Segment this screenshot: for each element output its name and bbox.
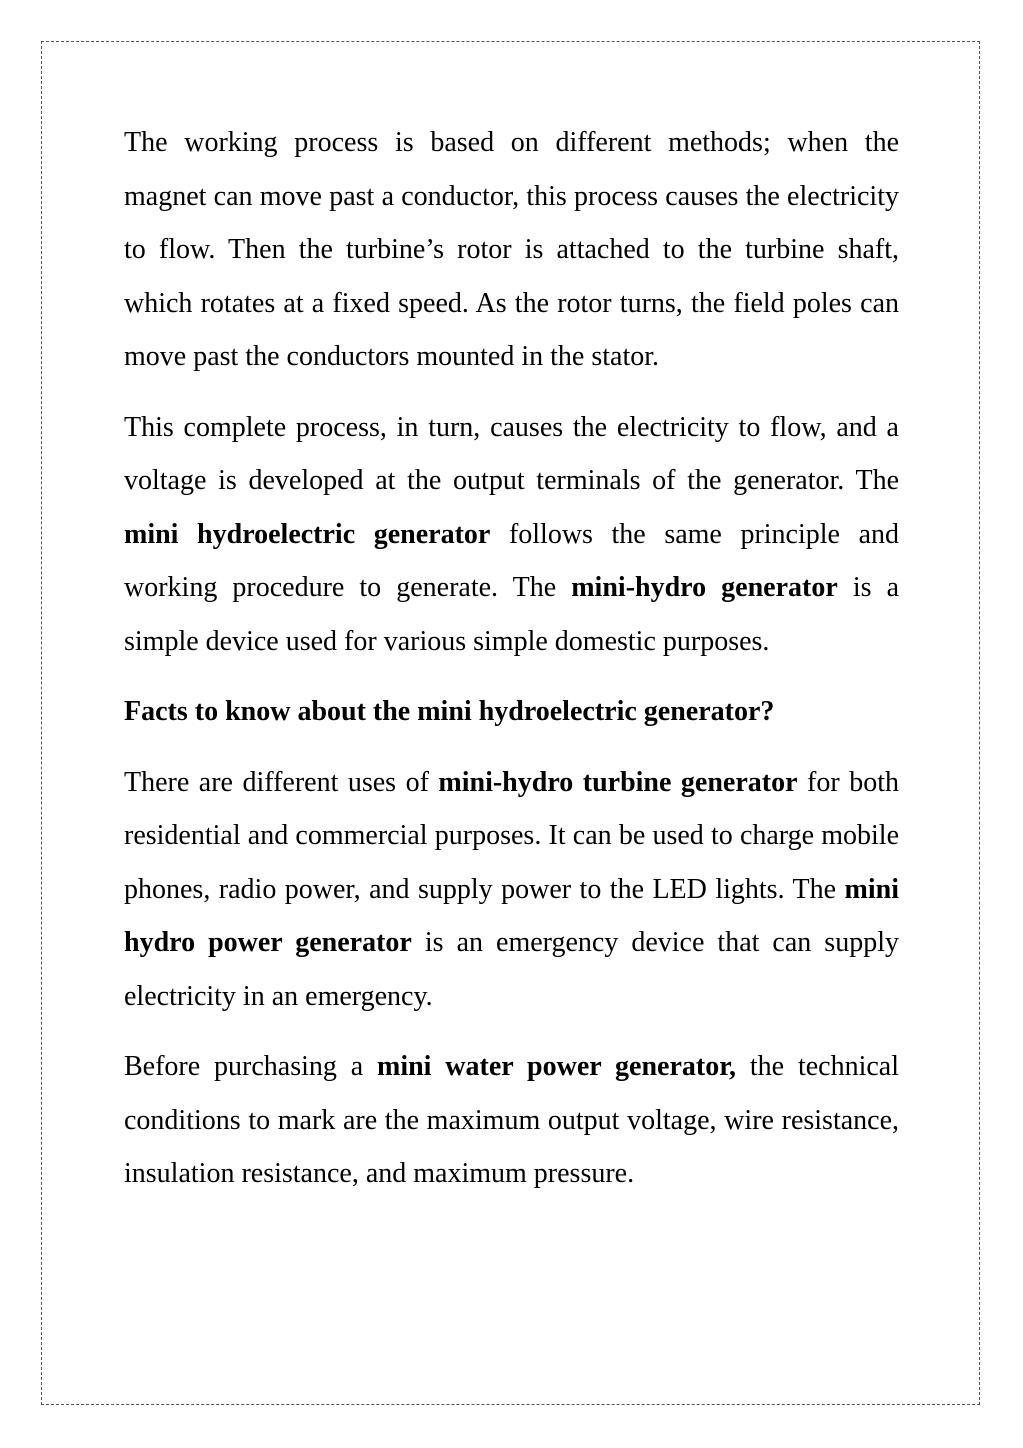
document-body xyxy=(124,116,899,1201)
bold-term: mini hydroelectric generator xyxy=(124,518,491,550)
bold-term: mini-hydro generator xyxy=(571,572,838,603)
paragraph-text: is an emergency device that can supply electricity in an emergency. xyxy=(124,927,899,1012)
bold-term: mini hydro power generator xyxy=(124,873,899,958)
section-heading: Facts to know about the mini hydroelectric generator? xyxy=(124,696,775,727)
paragraph-text: is a simple device used for various simple domestic purposes. xyxy=(124,572,900,657)
paragraph-text: for both residential and commercial purposes. It can be used to charge mobile phones, radio power, and supply power to the LED lights. The xyxy=(124,766,899,905)
paragraph-text: There are different uses of xyxy=(124,766,439,798)
paragraph-complete-process xyxy=(124,401,899,669)
bold-term: mini-hydro turbine generator xyxy=(438,766,798,798)
paragraph-uses xyxy=(124,756,899,1024)
paragraph-text: This complete process, in turn, causes the electricity to flow, and a voltage is developed at the output terminals of the generator. The xyxy=(124,411,899,496)
paragraph-working-process: The working process is based on different methods; when the magnet can move past a conductor, this process causes the electricity to flow. Then the turbine’s rotor is attached to the turbine shaft, which rotates at a fixed speed. As the rotor turns, the field poles can move past the conductors mounted in the stator. xyxy=(124,127,899,372)
paragraph-text: the technical conditions to mark are the maximum output voltage, wire resistance, insulation resistance, and maximum pressure. xyxy=(124,1051,900,1189)
paragraph-before-purchasing xyxy=(124,1040,899,1201)
paragraph-text: follows the same principle and working procedure to generate. The xyxy=(124,518,899,603)
bold-term: mini water power generator, xyxy=(377,1051,737,1082)
paragraph-text: Before purchasing a xyxy=(124,1051,377,1082)
